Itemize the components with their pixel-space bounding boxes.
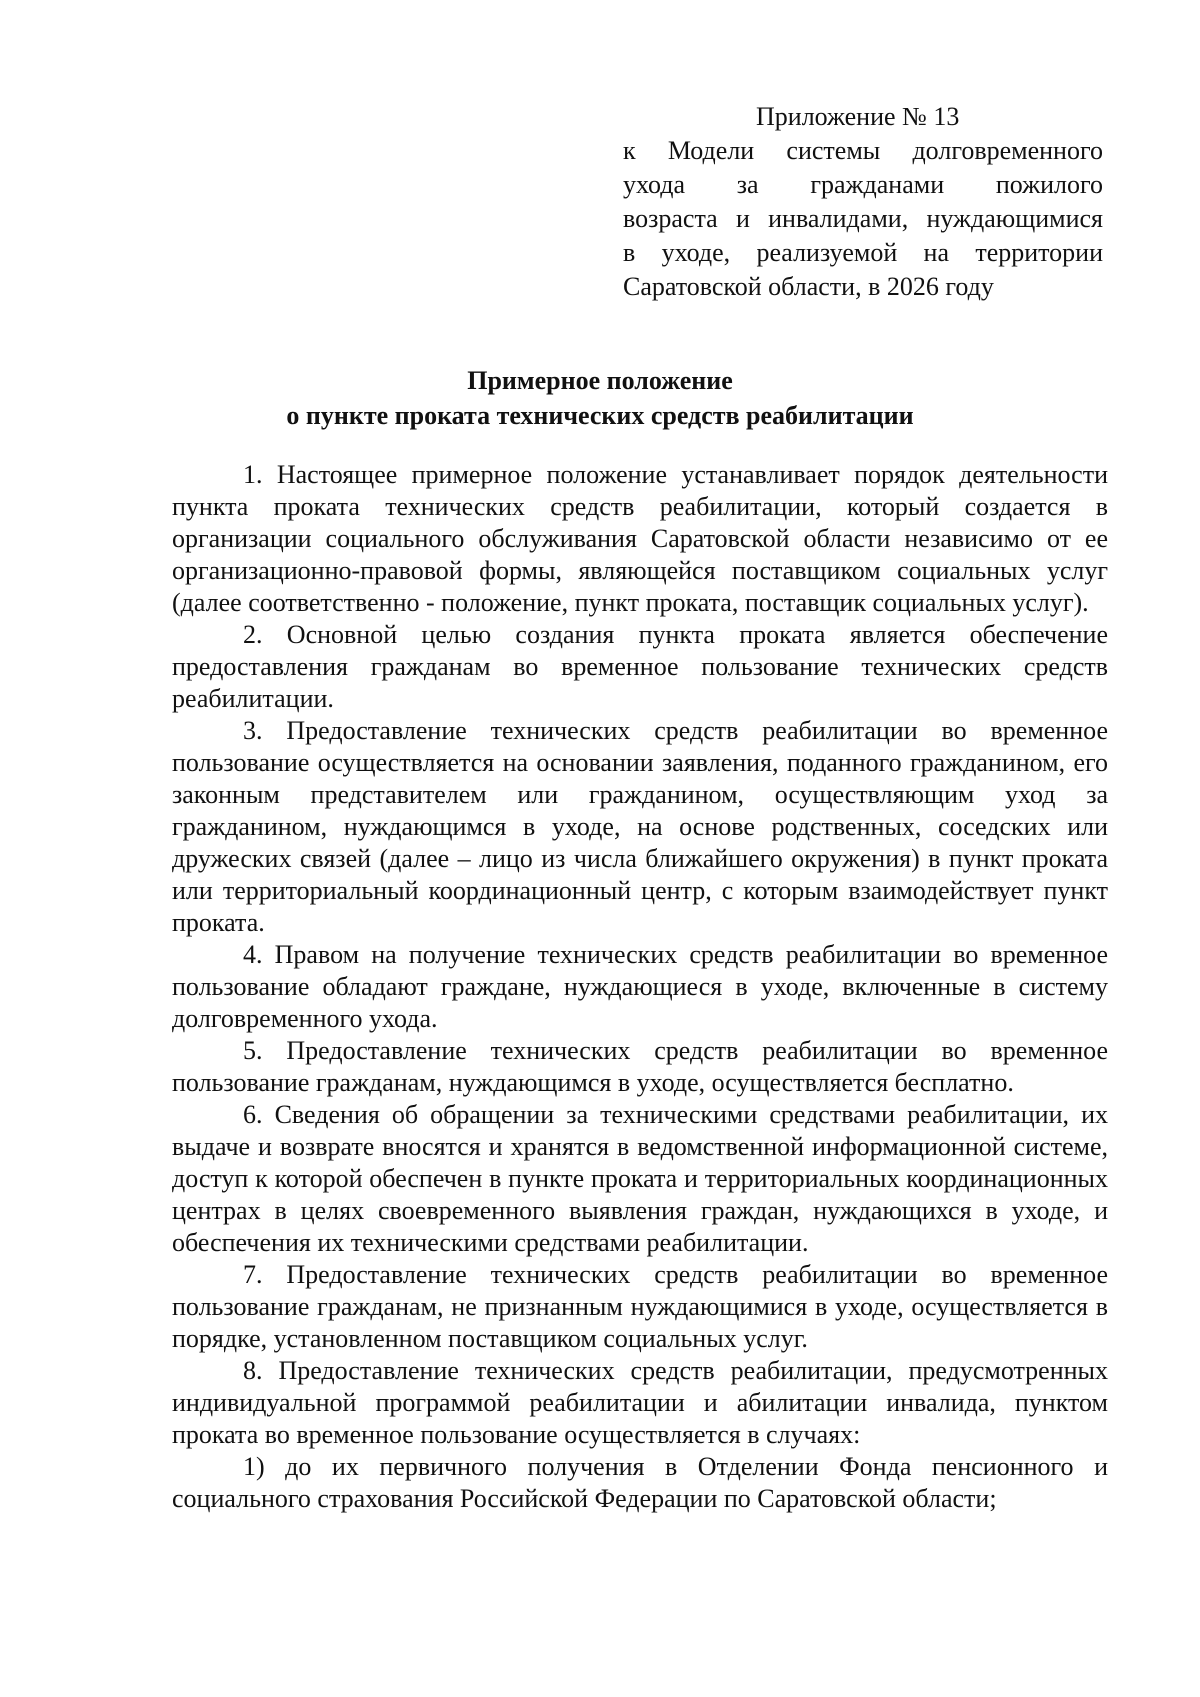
- title-line-1: Примерное положение: [467, 366, 733, 395]
- appendix-line: ухода за гражданами пожилого: [623, 170, 1103, 199]
- appendix-line: к Модели системы долговременного: [623, 136, 1103, 165]
- paragraph: 5. Предоставление технических средств реабилитации во временное пользование гражданам, нуждающимся в уходе, осуществляется бесплатно.: [172, 1036, 1108, 1097]
- paragraph: 8. Предоставление технических средств реабилитации, предусмотренных индивидуальной программой реабилитации и абилитации инвалида, пунктом проката во временное пользование осуществляется в случаях:: [172, 1356, 1108, 1449]
- appendix-line: в уходе, реализуемой на территории: [623, 238, 1103, 267]
- paragraph: 1. Настоящее примерное положение устанавливает порядок деятельности пункта проката технических средств реабилитации, который создается в организации социального обслуживания Саратовской области независимо от ее организационно-правовой формы, являющейся поставщиком социальных услуг (далее соответственно - положение, пункт проката, поставщик социальных услуг).: [172, 460, 1108, 617]
- appendix-header: [623, 100, 1103, 304]
- paragraph: 7. Предоставление технических средств реабилитации во временное пользование гражданам, не признанным нуждающимися в уходе, осуществляется в порядке, установленном поставщиком социальных услуг.: [172, 1260, 1108, 1353]
- document-body: [172, 459, 1108, 1515]
- title-line-2: о пункте проката технических средств реабилитации: [286, 401, 914, 430]
- appendix-line: Саратовской области, в 2026 году: [623, 272, 994, 301]
- paragraph: 3. Предоставление технических средств реабилитации во временное пользование осуществляется на основании заявления, поданного гражданином, его законным представителем или гражданином, осуществляющим уход за гражданином, нуждающимся в уходе, на основе родственных, соседских или дружеских связей (далее – лицо из числа ближайшего окружения) в пункт проката или территориальный координационный центр, с которым взаимодействует пункт проката.: [172, 716, 1108, 937]
- paragraph: 6. Сведения об обращении за техническими средствами реабилитации, их выдаче и возврате вносятся и хранятся в ведомственной информационной системе, доступ к которой обеспечен в пункте проката и территориальных координационных центрах в целях своевременного выявления граждан, нуждающихся в уходе, и обеспечения их техническими средствами реабилитации.: [172, 1100, 1108, 1257]
- paragraph: 4. Правом на получение технических средств реабилитации во временное пользование обладают граждане, нуждающиеся в уходе, включенные в систему долговременного ухода.: [172, 940, 1108, 1033]
- paragraph: 2. Основной целью создания пункта проката является обеспечение предоставления гражданам во временное пользование технических средств реабилитации.: [172, 620, 1108, 713]
- document-title: [120, 363, 1080, 433]
- appendix-title: Приложение № 13: [756, 102, 960, 131]
- appendix-line: возраста и инвалидами, нуждающимися: [623, 204, 1103, 233]
- paragraph: 1) до их первичного получения в Отделении Фонда пенсионного и социального страхования Российской Федерации по Саратовской области;: [172, 1452, 1108, 1513]
